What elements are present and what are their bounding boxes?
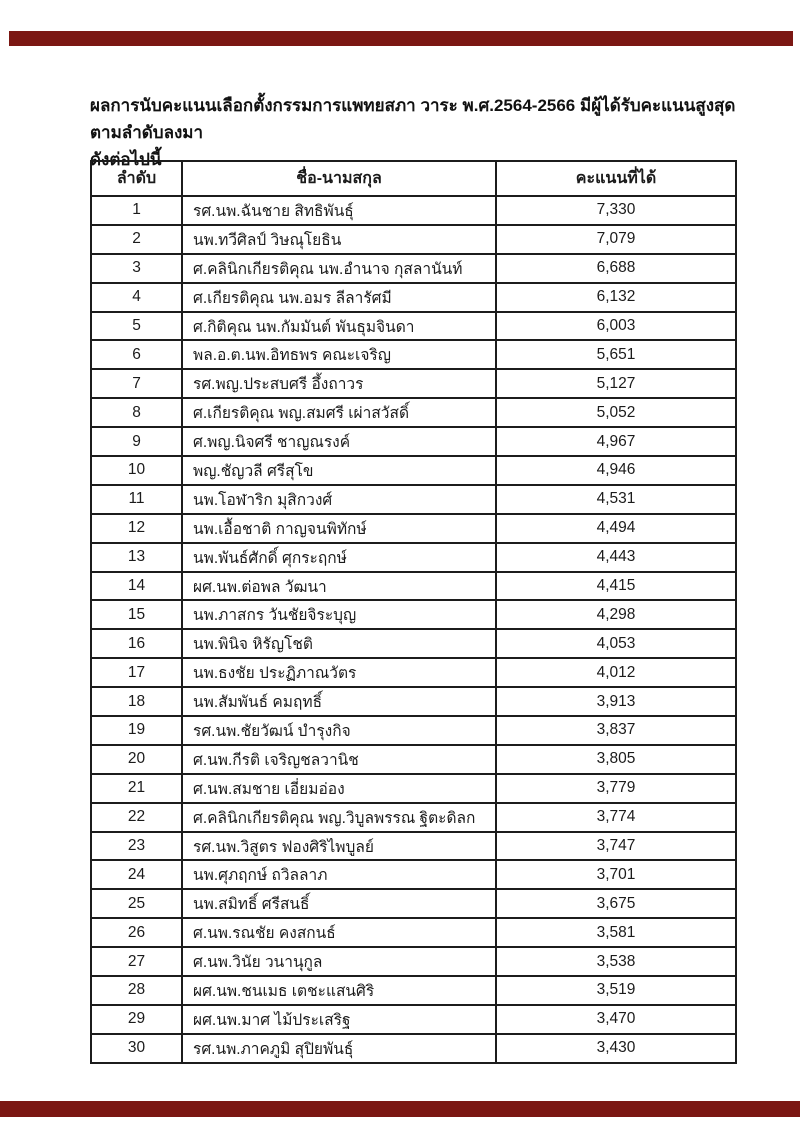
score-cell: 5,651	[496, 340, 736, 369]
rank-cell: 24	[91, 860, 182, 889]
table-row	[91, 716, 736, 745]
name-cell: นพ.พันธ์ศักดิ์ ศุกระฤกษ์	[182, 543, 496, 572]
name-cell: นพ.ธงชัย ประฏิภาณวัตร	[182, 658, 496, 687]
score-cell: 6,688	[496, 254, 736, 283]
score-cell: 4,946	[496, 456, 736, 485]
table-row	[91, 572, 736, 601]
rank-cell: 8	[91, 398, 182, 427]
score-cell: 4,012	[496, 658, 736, 687]
name-cell: พญ.ชัญวลี ศรีสุโข	[182, 456, 496, 485]
name-cell: ผศ.นพ.ชนเมธ เตชะแสนศิริ	[182, 976, 496, 1005]
rank-cell: 15	[91, 600, 182, 629]
name-cell: ศ.นพ.กีรติ เจริญชลวานิช	[182, 745, 496, 774]
page-title-line2: ดังต่อไปนี้	[90, 150, 162, 169]
score-cell: 3,581	[496, 918, 736, 947]
header-rank: ลำดับ	[91, 161, 182, 196]
table-row	[91, 340, 736, 369]
table-row	[91, 398, 736, 427]
score-cell: 4,298	[496, 600, 736, 629]
rank-cell: 2	[91, 225, 182, 254]
score-cell: 3,470	[496, 1005, 736, 1034]
rank-cell: 21	[91, 774, 182, 803]
table-row	[91, 918, 736, 947]
score-cell: 4,967	[496, 427, 736, 456]
score-cell: 4,531	[496, 485, 736, 514]
table-row	[91, 745, 736, 774]
rank-cell: 20	[91, 745, 182, 774]
score-cell: 7,330	[496, 196, 736, 225]
name-cell: รศ.พญ.ประสบศรี อึ้งถาวร	[182, 369, 496, 398]
rank-cell: 14	[91, 572, 182, 601]
rank-cell: 16	[91, 629, 182, 658]
score-cell: 4,494	[496, 514, 736, 543]
table-row	[91, 427, 736, 456]
name-cell: รศ.นพ.ชัยวัฒน์ บำรุงกิจ	[182, 716, 496, 745]
score-cell: 3,837	[496, 716, 736, 745]
table-row	[91, 485, 736, 514]
rank-cell: 27	[91, 947, 182, 976]
score-cell: 7,079	[496, 225, 736, 254]
name-cell: ผศ.นพ.มาศ ไม้ประเสริฐ	[182, 1005, 496, 1034]
rank-cell: 25	[91, 889, 182, 918]
name-cell: นพ.โอฬาริก มุสิกวงศ์	[182, 485, 496, 514]
name-cell: นพ.ศุภฤกษ์ ถวิลลาภ	[182, 860, 496, 889]
name-cell: ศ.คลินิกเกียรติคุณ นพ.อำนาจ กุสลานันท์	[182, 254, 496, 283]
name-cell: นพ.เอื้อชาติ กาญจนพิทักษ์	[182, 514, 496, 543]
table-row	[91, 658, 736, 687]
score-cell: 4,415	[496, 572, 736, 601]
score-cell: 3,774	[496, 803, 736, 832]
table-row	[91, 543, 736, 572]
table-row	[91, 456, 736, 485]
rank-cell: 5	[91, 312, 182, 341]
score-cell: 3,747	[496, 832, 736, 861]
rank-cell: 22	[91, 803, 182, 832]
rank-cell: 28	[91, 976, 182, 1005]
name-cell: นพ.พินิจ หิรัญโชติ	[182, 629, 496, 658]
name-cell: พล.อ.ต.นพ.อิทธพร คณะเจริญ	[182, 340, 496, 369]
table-row	[91, 947, 736, 976]
name-cell: ศ.พญ.นิจศรี ชาญณรงค์	[182, 427, 496, 456]
rank-cell: 17	[91, 658, 182, 687]
name-cell: รศ.นพ.วิสูตร ฟองศิริไพบูลย์	[182, 832, 496, 861]
header-name: ชื่อ-นามสกุล	[182, 161, 496, 196]
score-cell: 3,701	[496, 860, 736, 889]
table-row	[91, 283, 736, 312]
rank-cell: 29	[91, 1005, 182, 1034]
name-cell: นพ.ภาสกร วันชัยจิระบุญ	[182, 600, 496, 629]
table-row	[91, 196, 736, 225]
bottom-maroon-bar	[0, 1101, 800, 1117]
rank-cell: 10	[91, 456, 182, 485]
rank-cell: 1	[91, 196, 182, 225]
rank-cell: 26	[91, 918, 182, 947]
rank-cell: 30	[91, 1034, 182, 1063]
table-row	[91, 976, 736, 1005]
name-cell: นพ.สมิทธิ์ ศรีสนธิ์	[182, 889, 496, 918]
name-cell: ศ.คลินิกเกียรติคุณ พญ.วิบูลพรรณ ฐิตะดิลก	[182, 803, 496, 832]
name-cell: ศ.นพ.สมชาย เอี่ยมอ่อง	[182, 774, 496, 803]
rank-cell: 6	[91, 340, 182, 369]
score-cell: 3,538	[496, 947, 736, 976]
score-cell: 4,443	[496, 543, 736, 572]
rank-cell: 4	[91, 283, 182, 312]
rank-cell: 13	[91, 543, 182, 572]
score-cell: 3,519	[496, 976, 736, 1005]
header-score: คะแนนที่ได้	[496, 161, 736, 196]
table-row	[91, 600, 736, 629]
rank-cell: 12	[91, 514, 182, 543]
table-row	[91, 225, 736, 254]
name-cell: นพ.สัมพันธ์ คมฤทธิ์	[182, 687, 496, 716]
results-table	[90, 160, 737, 1064]
table-row	[91, 860, 736, 889]
rank-cell: 23	[91, 832, 182, 861]
table-row	[91, 687, 736, 716]
score-cell: 6,003	[496, 312, 736, 341]
table-row	[91, 803, 736, 832]
name-cell: ศ.กิติคุณ นพ.กัมมันต์ พันธุมจินดา	[182, 312, 496, 341]
name-cell: รศ.นพ.ภาคภูมิ สุปิยพันธุ์	[182, 1034, 496, 1063]
name-cell: นพ.ทวีศิลป์ วิษณุโยธิน	[182, 225, 496, 254]
table-row	[91, 889, 736, 918]
score-cell: 5,052	[496, 398, 736, 427]
score-cell: 6,132	[496, 283, 736, 312]
name-cell: ศ.นพ.วินัย วนานุกูล	[182, 947, 496, 976]
top-maroon-bar	[9, 31, 793, 46]
score-cell: 3,675	[496, 889, 736, 918]
table-row	[91, 629, 736, 658]
name-cell: ศ.เกียรติคุณ พญ.สมศรี เผ่าสวัสดิ์	[182, 398, 496, 427]
score-cell: 5,127	[496, 369, 736, 398]
table-row	[91, 832, 736, 861]
rank-cell: 11	[91, 485, 182, 514]
score-cell: 3,779	[496, 774, 736, 803]
table-row	[91, 514, 736, 543]
rank-cell: 9	[91, 427, 182, 456]
rank-cell: 19	[91, 716, 182, 745]
name-cell: ศ.นพ.รณชัย คงสกนธ์	[182, 918, 496, 947]
score-cell: 4,053	[496, 629, 736, 658]
page-title-line1: ผลการนับคะแนนเลือกตั้งกรรมการแพทยสภา วาระ พ.ศ.2564-2566 มีผู้ได้รับคะแนนสูงสุดตามลำดับลงมา	[90, 96, 736, 142]
rank-cell: 7	[91, 369, 182, 398]
table-header-row	[91, 161, 736, 196]
name-cell: ศ.เกียรติคุณ นพ.อมร ลีลารัศมี	[182, 283, 496, 312]
table-row	[91, 1034, 736, 1063]
table-row	[91, 774, 736, 803]
table-row	[91, 312, 736, 341]
name-cell: ผศ.นพ.ต่อพล วัฒนา	[182, 572, 496, 601]
table-row	[91, 369, 736, 398]
table-row	[91, 254, 736, 283]
rank-cell: 3	[91, 254, 182, 283]
score-cell: 3,805	[496, 745, 736, 774]
rank-cell: 18	[91, 687, 182, 716]
score-cell: 3,913	[496, 687, 736, 716]
name-cell: รศ.นพ.ฉันชาย สิทธิพันธุ์	[182, 196, 496, 225]
score-cell: 3,430	[496, 1034, 736, 1063]
table-row	[91, 1005, 736, 1034]
